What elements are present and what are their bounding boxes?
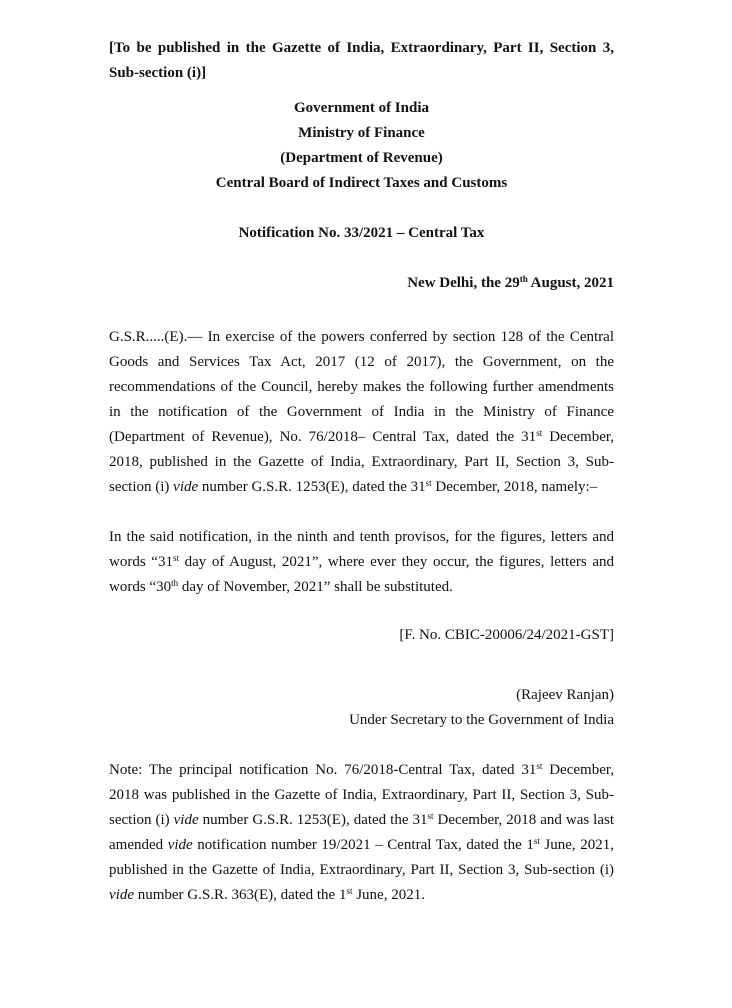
text-run: December, 2018 was published in the Gazette of India, Extraordinary, Part II, Section 3, Sub-section (i)	[109, 762, 614, 828]
text-run: June, 2021, published in the Gazette of India, Extraordinary, Part II, Section 3, Sub-section (i)	[109, 837, 615, 878]
ordinal-suffix: st	[536, 428, 543, 438]
ordinal-suffix: st	[427, 811, 434, 821]
text-run: December, 2018, published in the Gazette of India, Extraordinary, Part II, Section 3, Sub-section (i)	[109, 429, 615, 495]
text-run: number G.S.R. 363(E), dated the 1	[133, 887, 347, 903]
text-run: notification number 19/2021 – Central Tax, dated the 1	[192, 837, 534, 853]
ordinal-suffix: st	[346, 886, 353, 896]
signatory-designation: Under Secretary to the Government of India	[349, 712, 614, 728]
authority-board: Central Board of Indirect Taxes and Customs	[215, 175, 508, 191]
ordinal-suffix: th	[519, 274, 528, 284]
ordinal-suffix: st	[425, 478, 432, 488]
notification-document	[109, 36, 614, 908]
italic-term: vide	[167, 837, 193, 853]
ordinal-suffix: st	[533, 836, 540, 846]
text-run: June, 2021.	[352, 887, 425, 903]
file-number: [F. No. CBIC-20006/24/2021-GST]	[399, 627, 614, 643]
authority-government: Government of India	[294, 100, 429, 116]
paragraph-amendment	[109, 525, 614, 600]
authority-ministry: Ministry of Finance	[298, 125, 425, 141]
italic-term: vide	[173, 479, 199, 495]
place-date-prefix: New Delhi, the 29	[407, 275, 520, 291]
text-run: December, 2018, namely:–	[431, 479, 598, 495]
signature-block	[109, 683, 614, 733]
ordinal-suffix: th	[171, 578, 179, 588]
issuing-authority	[109, 96, 614, 196]
paragraph-preamble	[109, 325, 614, 500]
italic-term: vide	[173, 812, 199, 828]
text-run: G.S.R.....(E).— In exercise of the powers conferred by section 128 of the Central Goods and Services Tax Act, 2017 (12 of 2017), the Government, on the recommendations of the Council, hereby makes the following further amendments in the notification of the Government of India in the Ministry of Finance (Department of Revenue), No. 76/2018– Central Tax, dated the 31	[109, 329, 614, 445]
ordinal-suffix: st	[172, 553, 179, 563]
notification-title: Notification No. 33/2021 – Central Tax	[238, 225, 485, 241]
text-run: December, 2018 and was last amended	[109, 812, 615, 853]
text-run: day of November, 2021” shall be substituted.	[178, 579, 453, 595]
place-date	[109, 271, 614, 296]
text-run: Note: The principal notification No. 76/2018-Central Tax, dated 31	[109, 762, 537, 778]
text-run: In the said notification, in the ninth and tenth provisos, for the figures, letters and words “31	[109, 529, 614, 570]
text-run: day of August, 2021”, where ever they occur, the figures, letters and words “30	[109, 554, 614, 595]
authority-department: (Department of Revenue)	[280, 150, 443, 166]
italic-term: vide	[109, 887, 134, 903]
ordinal-suffix: st	[536, 761, 543, 771]
text-run: number G.S.R. 1253(E), dated the 31	[198, 812, 428, 828]
note-paragraph	[109, 758, 614, 908]
text-run: number G.S.R. 1253(E), dated the 31	[198, 479, 426, 495]
place-date-suffix: August, 2021	[527, 275, 614, 291]
signatory-name: (Rajeev Ranjan)	[516, 687, 614, 703]
publication-note: [To be published in the Gazette of India, Extraordinary, Part II, Section 3, Sub-section (i)]	[109, 40, 614, 81]
